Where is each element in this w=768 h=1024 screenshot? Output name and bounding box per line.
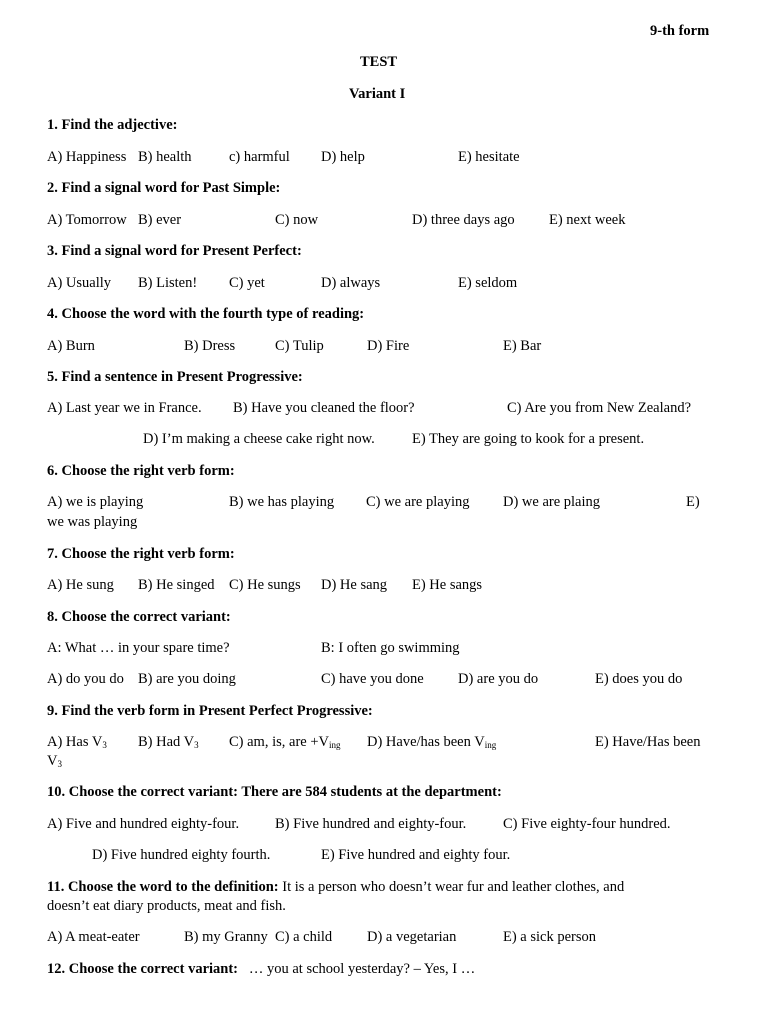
question-4: 4. Choose the word with the fourth type of reading: xyxy=(47,306,365,322)
question-3: 3. Find a signal word for Present Perfect: xyxy=(47,243,302,259)
option-e: E) seldom xyxy=(458,275,518,291)
option-a: A) we is playing xyxy=(47,494,144,510)
option-a: A) A meat-eater xyxy=(47,929,140,945)
question-2: 2. Find a signal word for Past Simple: xyxy=(47,180,281,196)
option-a: A) Five and hundred eighty-four. xyxy=(47,816,240,832)
option-a: A) Happiness xyxy=(47,149,127,165)
option-e: E) Bar xyxy=(503,338,542,354)
option-c: C) Five eighty-four hundred. xyxy=(503,816,671,832)
option-e: E) xyxy=(686,494,700,510)
dialog-line-a: A: What … in your spare time? xyxy=(47,640,230,656)
option-e: E) Have/Has been xyxy=(595,734,701,750)
option-a: A) Usually xyxy=(47,275,112,291)
option-c: C) am, is, are $+V_{ing}$ xyxy=(229,734,341,750)
option-b: B) He singed xyxy=(138,577,215,593)
option-b: B) ever xyxy=(138,212,182,228)
option-b: B) health xyxy=(138,149,192,165)
option-d: D) Fire xyxy=(367,338,410,354)
option-e: E) They are going to kook for a present. xyxy=(412,431,645,447)
option-b: B) we has playing xyxy=(229,494,335,510)
option-b: B) Had $V_3$ xyxy=(138,734,199,750)
variant-label: Variant I xyxy=(349,86,406,102)
option-a: A) Burn xyxy=(47,338,95,354)
question-7: 7. Choose the right verb form: xyxy=(47,546,235,562)
option-c: C) now xyxy=(275,212,319,228)
option-d: D) Five hundred eighty fourth. xyxy=(92,847,271,863)
question-5: 5. Find a sentence in Present Progressive: xyxy=(47,369,303,385)
dialog-line-b: B: I often go swimming xyxy=(321,640,460,656)
option-e: E) a sick person xyxy=(503,929,597,945)
option-e-text: we was playing xyxy=(47,514,138,530)
option-c: C) have you done xyxy=(321,671,424,687)
option-a: A) do you do xyxy=(47,671,124,687)
option-d: D) Have/has been $V_{ing}$ xyxy=(367,734,497,750)
option-d: D) three days ago xyxy=(412,212,515,228)
option-d: D) are you do xyxy=(458,671,539,687)
option-c: c) harmful xyxy=(229,149,290,165)
option-c: C) we are playing xyxy=(366,494,470,510)
option-b: B) Dress xyxy=(184,338,236,354)
option-d: D) always xyxy=(321,275,381,291)
question-1: 1. Find the adjective: xyxy=(47,117,178,133)
option-d: D) help xyxy=(321,149,365,165)
question-9: 9. Find the verb form in Present Perfect Progressive: xyxy=(47,703,373,719)
option-c: C) Tulip xyxy=(275,338,324,354)
question-12: 12. Choose the correct variant: … you at school yesterday? – Yes, I … xyxy=(47,961,476,977)
option-c: C) a child xyxy=(275,929,333,945)
option-b: B) are you doing xyxy=(138,671,236,687)
option-a: A) He sung xyxy=(47,577,114,593)
option-a: A) Tomorrow xyxy=(47,212,127,228)
option-d: D) I’m making a cheese cake right now. xyxy=(143,431,375,447)
option-d: D) we are plaing xyxy=(503,494,601,510)
question-6: 6. Choose the right verb form: xyxy=(47,463,235,479)
option-a: A) Has $V_3$ xyxy=(47,734,107,750)
question-11-definition: doesn’t eat diary products, meat and fish. xyxy=(47,898,286,914)
option-e: E) Five hundred and eighty four. xyxy=(321,847,511,863)
form-label: 9-th form xyxy=(650,23,710,39)
option-b: B) my Granny xyxy=(184,929,268,945)
option-e-text: $V_3$ xyxy=(47,753,62,769)
option-e: E) He sangs xyxy=(412,577,483,593)
option-c: C) Are you from New Zealand? xyxy=(507,400,692,416)
question-11: 11. Choose the word to the definition: It is a person who doesn’t wear fur and leather clothes, and xyxy=(47,879,625,895)
option-c: C) yet xyxy=(229,275,265,291)
option-d: D) He sang xyxy=(321,577,388,593)
option-b: B) Listen! xyxy=(138,275,198,291)
page-title: TEST xyxy=(360,54,398,70)
option-e: E) hesitate xyxy=(458,149,520,165)
option-c: C) He sungs xyxy=(229,577,301,593)
option-d: D) a vegetarian xyxy=(367,929,457,945)
question-10: 10. Choose the correct variant: There are 584 students at the department: xyxy=(47,784,502,800)
option-b: B) Five hundred and eighty-four. xyxy=(275,816,467,832)
option-b: B) Have you cleaned the floor? xyxy=(233,400,415,416)
option-a: A) Last year we in France. xyxy=(47,400,202,416)
option-e: E) next week xyxy=(549,212,626,228)
question-8: 8. Choose the correct variant: xyxy=(47,609,231,625)
option-e: E) does you do xyxy=(595,671,683,687)
